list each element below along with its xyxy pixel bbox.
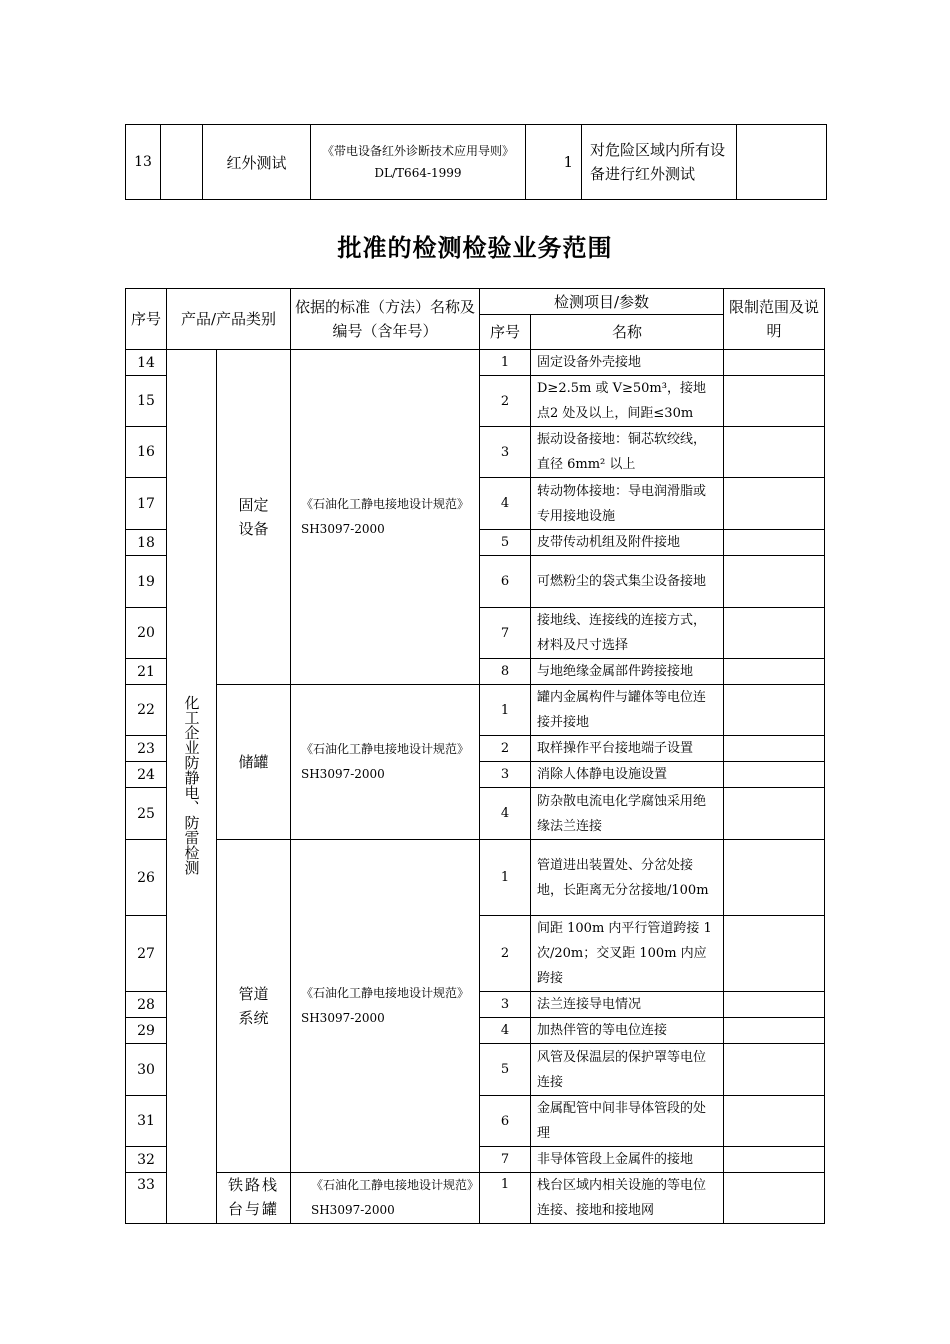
sub-number: 4 (480, 478, 531, 530)
row-number: 27 (126, 916, 167, 992)
row-number: 13 (126, 125, 161, 200)
sub-number: 4 (480, 1018, 531, 1044)
sub-number: 1 (480, 685, 531, 736)
item-name: 转动物体接地：导电润滑脂或专用接地设施 (531, 478, 724, 530)
previous-page-table (125, 124, 827, 200)
sub-number: 4 (480, 788, 531, 840)
header-no: 序号 (126, 289, 167, 350)
item-name: 皮带传动机组及附件接地 (531, 530, 724, 556)
sub-number: 1 (526, 125, 582, 200)
row-number: 31 (126, 1096, 167, 1147)
sub-number: 6 (480, 556, 531, 608)
row-number: 14 (126, 350, 167, 376)
row-number: 30 (126, 1044, 167, 1096)
row-number: 23 (126, 736, 167, 762)
item-name: 栈台区域内相关设施的等电位连接、接地和接地网 (531, 1173, 724, 1224)
group-standard: 《石油化工静电接地设计规范》SH3097-2000 (291, 350, 480, 685)
sub-number: 1 (480, 1173, 531, 1224)
row-number: 26 (126, 840, 167, 916)
scope-table (125, 288, 825, 1224)
sub-number: 1 (480, 350, 531, 376)
sub-number: 7 (480, 608, 531, 659)
row-number: 20 (126, 608, 167, 659)
table-row (126, 350, 825, 376)
row-number: 17 (126, 478, 167, 530)
item-name: 加热伴管的等电位连接 (531, 1018, 724, 1044)
header-name: 名称 (531, 315, 724, 350)
sub-number: 7 (480, 1147, 531, 1173)
group-name: 储罐 (217, 685, 291, 840)
sub-number: 5 (480, 530, 531, 556)
sub-number: 5 (480, 1044, 531, 1096)
table-row (126, 1173, 825, 1224)
standard-text: 《带电设备红外诊断技术应用导则》DL/T664-1999 (311, 125, 526, 200)
row-number: 25 (126, 788, 167, 840)
group-standard: 《石油化工静电接地设计规范》SH3097-2000 (291, 1173, 480, 1224)
item-name: 取样操作平台接地端子设置 (531, 736, 724, 762)
sub-number: 2 (480, 376, 531, 427)
sub-number: 2 (480, 736, 531, 762)
table-row (126, 840, 825, 916)
table-row (126, 125, 827, 200)
item-name: 风管及保温层的保护罩等电位连接 (531, 1044, 724, 1096)
group-name: 固定设备 (217, 350, 291, 685)
row-number: 15 (126, 376, 167, 427)
row-number: 16 (126, 427, 167, 478)
item-name: 接地线、连接线的连接方式，材料及尺寸选择 (531, 608, 724, 659)
item-name: 金属配管中间非导体管段的处理 (531, 1096, 724, 1147)
row-number: 21 (126, 659, 167, 685)
row-number: 29 (126, 1018, 167, 1044)
item-name: 法兰连接导电情况 (531, 992, 724, 1018)
item-name: D≥2.5m 或 V≥50m³，接地点2 处及以上，间距≤30m (531, 376, 724, 427)
page-title: 批准的检测检验业务范围 (337, 234, 613, 262)
header-limit: 限制范围及说明 (724, 289, 825, 350)
sub-number: 2 (480, 916, 531, 992)
header-standard: 依据的标准（方法）名称及编号（含年号） (291, 289, 480, 350)
item-name: 可燃粉尘的袋式集尘设备接地 (531, 556, 724, 608)
row-number: 33 (126, 1173, 167, 1224)
sub-number: 3 (480, 427, 531, 478)
table-row (126, 685, 825, 736)
row-number: 19 (126, 556, 167, 608)
header-sub-no: 序号 (480, 315, 531, 350)
item-name: 管道进出装置处、分岔处接地，长距离无分岔接地/100m (531, 840, 724, 916)
item-name: 防杂散电流电化学腐蚀采用绝缘法兰连接 (531, 788, 724, 840)
item-name: 振动设备接地：铜芯软绞线，直径 6mm² 以上 (531, 427, 724, 478)
header-items: 检测项目/参数 (480, 289, 724, 315)
group-name: 铁路栈台与罐 (217, 1173, 291, 1224)
item-name: 固定设备外壳接地 (531, 350, 724, 376)
item-name: 罐内金属构件与罐体等电位连接并接地 (531, 685, 724, 736)
row-number: 32 (126, 1147, 167, 1173)
item-name: 消除人体静电设施设置 (531, 762, 724, 788)
main-category: 化工企业防静电、防雷检测 (167, 350, 217, 1224)
sub-number: 1 (480, 840, 531, 916)
row-number: 22 (126, 685, 167, 736)
group-standard: 《石油化工静电接地设计规范》SH3097-2000 (291, 685, 480, 840)
row-number: 28 (126, 992, 167, 1018)
sub-number: 3 (480, 762, 531, 788)
sub-number: 3 (480, 992, 531, 1018)
item-name: 非导体管段上金属件的接地 (531, 1147, 724, 1173)
group-name: 管道系统 (217, 840, 291, 1173)
item-name: 间距 100m 内平行管道跨接 1 次/20m；交叉距 100m 内应跨接 (531, 916, 724, 992)
sub-number: 6 (480, 1096, 531, 1147)
item-name: 与地绝缘金属部件跨接接地 (531, 659, 724, 685)
header-category: 产品/产品类别 (167, 289, 291, 350)
sub-number: 8 (480, 659, 531, 685)
row-number: 24 (126, 762, 167, 788)
row-number: 18 (126, 530, 167, 556)
header-row (126, 289, 825, 315)
item-label: 红外测试 (203, 125, 311, 200)
group-standard: 《石油化工静电接地设计规范》SH3097-2000 (291, 840, 480, 1173)
item-name: 对危险区域内所有设备进行红外测试 (582, 125, 737, 200)
